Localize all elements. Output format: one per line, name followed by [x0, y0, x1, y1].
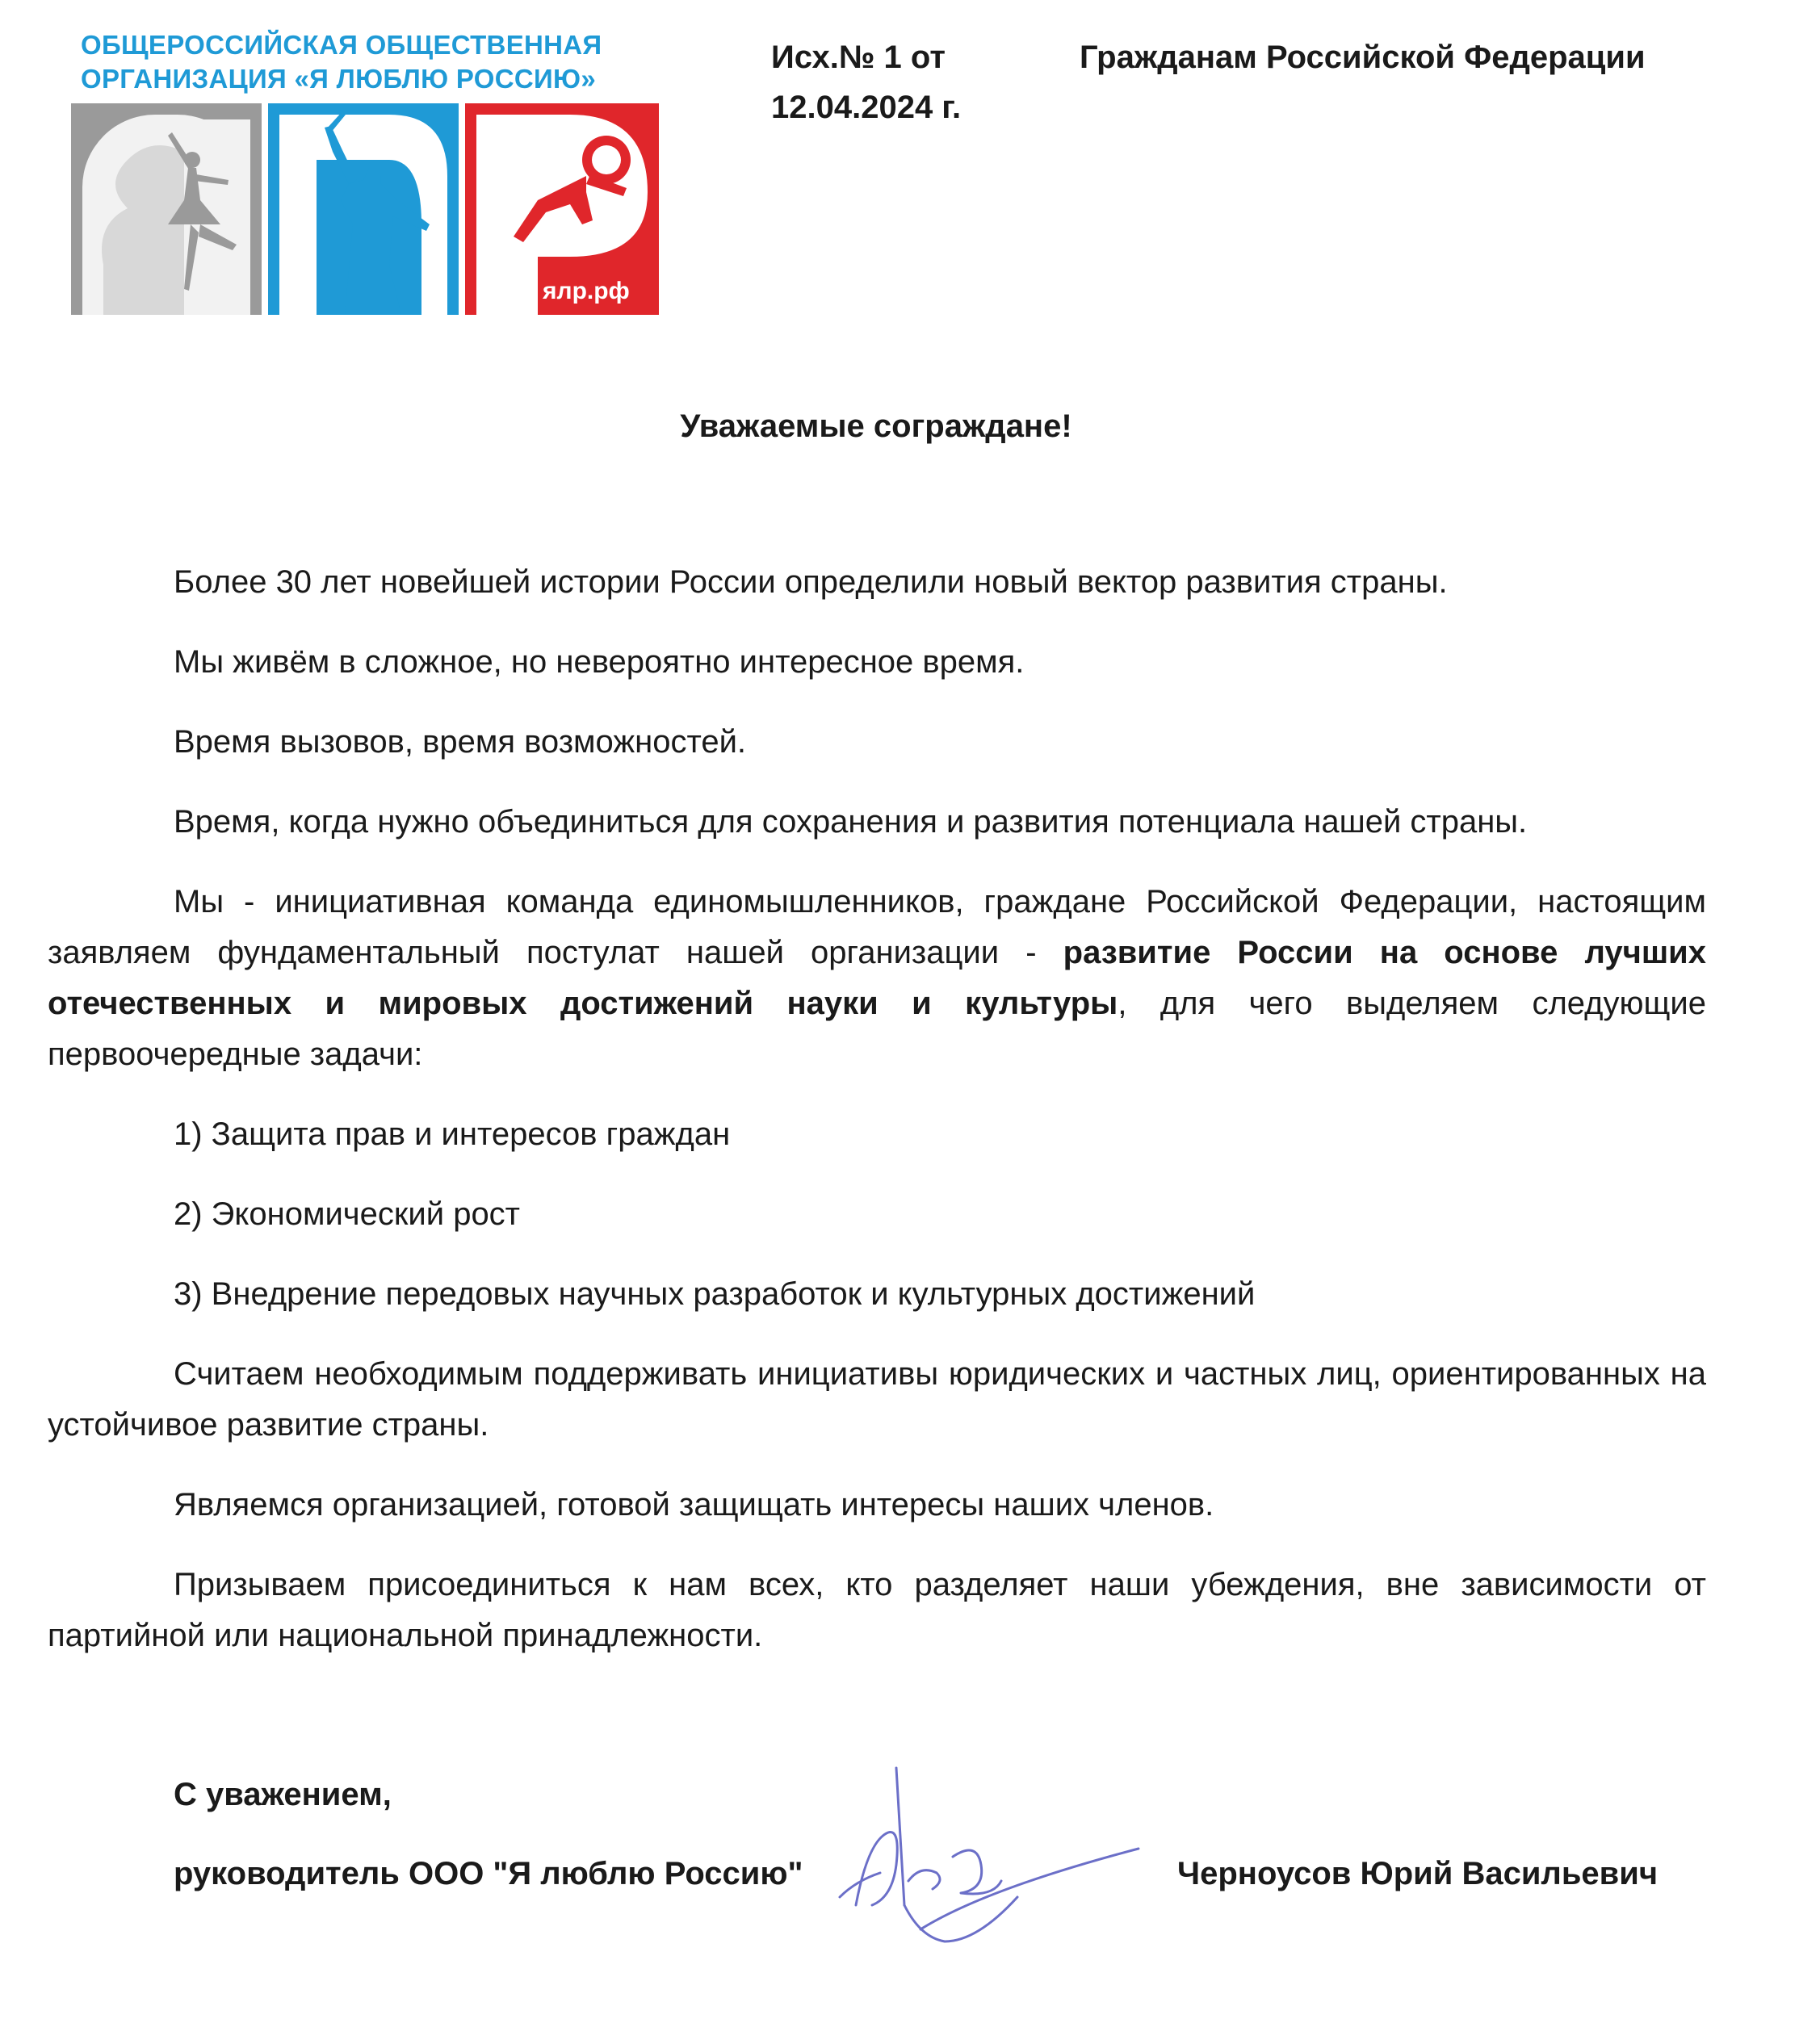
task-item-2: 2) Экономический рост: [174, 1196, 521, 1232]
signature-icon: [824, 1744, 1163, 1954]
salutation: Уважаемые сограждане!: [680, 408, 1072, 444]
paragraph-5-end: , для чего выделяем следующие первоочередные задачи:: [48, 986, 1707, 1072]
signer-position: руководитель ООО "Я люблю Россию": [174, 1856, 803, 1891]
paragraph-5-start: Мы - инициативная команда единомышленников, граждане Российской Федерации, настоящим заявляем фундаментальный постулат нашей организации -: [48, 884, 1706, 970]
task-item-1: 1) Защита прав и интересов граждан: [174, 1116, 731, 1152]
logo-org-line2: ОРГАНИЗАЦИЯ «Я ЛЮБЛЮ РОССИЮ»: [81, 64, 596, 94]
paragraph-4: Время, когда нужно объединиться для сохранения и развития потенциала нашей страны.: [174, 804, 1528, 840]
handwritten-signature: [824, 1744, 1163, 1958]
logo-url[interactable]: ялр.рф: [543, 278, 630, 304]
outgoing-ref-number: Исх.№ 1 от: [771, 40, 946, 75]
closing-regards: С уважением,: [174, 1777, 392, 1812]
paragraph-7: Являемся организацией, готовой защищать интересы наших членов.: [174, 1487, 1214, 1523]
logo-ballerina-panel: [71, 103, 262, 315]
logo-motherland-panel: [268, 103, 459, 315]
paragraph-6: Считаем необходимым поддерживать инициативы юридических и частных лиц, ориентированных на устойчивое развитие страны.: [48, 1356, 1706, 1443]
letter-body: [48, 557, 1706, 1690]
paragraph-8: Призываем присоединиться к нам всех, кто разделяет наши убеждения, вне зависимости от партийной или национальной принадлежности.: [48, 1567, 1706, 1653]
task-item-3: 3) Внедрение передовых научных разработок и культурных достижений: [174, 1276, 1256, 1312]
signer-name: Черноусов Юрий Васильевич: [1177, 1856, 1659, 1891]
logo-org-line1: ОБЩЕРОССИЙСКАЯ ОБЩЕСТВЕННАЯ: [81, 30, 602, 60]
paragraph-5: [48, 877, 1706, 1080]
ballerina-icon: [71, 103, 262, 315]
motherland-statue-icon: [268, 103, 459, 315]
paragraph-5-emphasis: развитие России на основе лучших отечественных и мировых достижений науки и культуры: [48, 935, 1706, 1021]
addressee: Гражданам Российской Федерации: [1080, 40, 1646, 75]
paragraph-1: Более 30 лет новейшей истории России определили новый вектор развития страны.: [174, 564, 1448, 600]
paragraph-3: Время вызовов, время возможностей.: [174, 724, 747, 760]
outgoing-ref-date: 12.04.2024 г.: [771, 90, 962, 125]
paragraph-2: Мы живём в сложное, но невероятно интересное время.: [174, 644, 1025, 680]
